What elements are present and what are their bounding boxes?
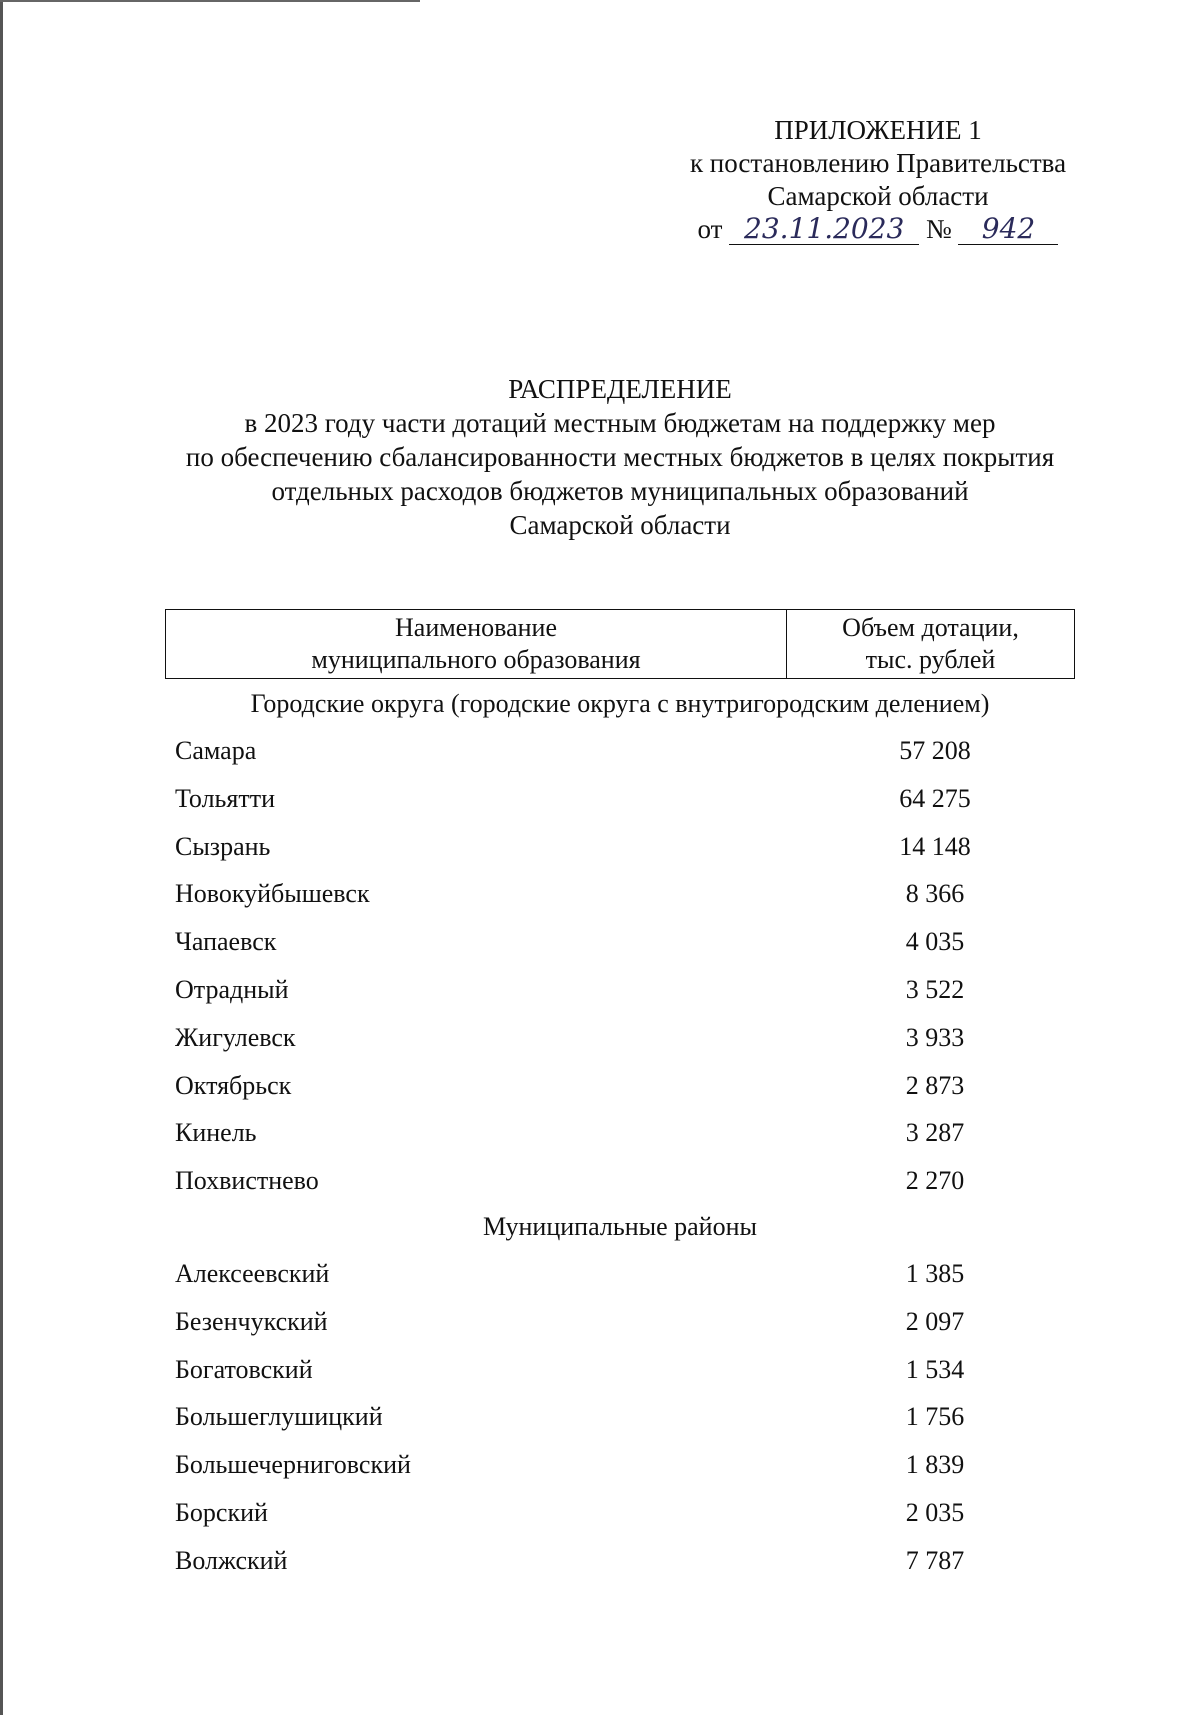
row-name: Волжский [175, 1545, 288, 1575]
row-value: 8 366 [905, 879, 965, 909]
table-row [175, 736, 975, 784]
table-row [175, 832, 975, 880]
row-name: Алексеевский [175, 1259, 330, 1288]
annex-line-1: к постановлению Правительства [689, 148, 1067, 178]
header-name-line-2: муниципального образования [311, 645, 641, 674]
row-value: 2 035 [905, 1497, 965, 1527]
row-value: 3 933 [905, 1022, 965, 1052]
row-name: Богатовский [175, 1354, 313, 1384]
row-name: Похвистнево [175, 1166, 319, 1196]
header-value-line-1: Объем дотации, [842, 613, 1019, 642]
section-title-urban-districts: Городские округа (городские округа с внутригородским делением) [250, 689, 990, 718]
municipal-districts-list [175, 1259, 975, 1594]
annex-date-number [668, 213, 1088, 246]
scan-edge-left [0, 0, 3, 1715]
row-value: 2 097 [905, 1306, 965, 1336]
header-name-line-1: Наименование [395, 613, 557, 642]
subtitle-line-2: по обеспечению сбалансированности местных бюджетов в целях покрытия [185, 442, 1055, 472]
row-name: Кинель [175, 1118, 257, 1148]
number-prefix: № [925, 214, 952, 244]
urban-districts-list [175, 736, 975, 1214]
table-row [175, 1023, 975, 1071]
table-row [175, 1450, 975, 1498]
row-value: 57 208 [899, 736, 971, 765]
table-row [175, 1118, 975, 1166]
row-value: 2 270 [905, 1166, 965, 1196]
row-name: Сызрань [175, 831, 271, 861]
document-title-block [140, 372, 1100, 542]
document-title: РАСПРЕДЕЛЕНИЕ [508, 374, 732, 404]
row-name: Чапаевск [175, 927, 277, 957]
handwritten-date: 23.11.2023 [729, 214, 919, 245]
table-row [175, 1307, 975, 1355]
subtitle-line-1: в 2023 году части дотаций местным бюджетам на поддержку мер [244, 408, 996, 438]
row-value: 64 275 [899, 783, 971, 813]
section-title-municipal-districts: Муниципальные районы [483, 1212, 757, 1241]
row-value: 4 035 [905, 927, 965, 957]
header-value-line-2: тыс. рублей [865, 645, 996, 674]
row-value: 7 787 [905, 1545, 965, 1575]
table-row [175, 1498, 975, 1546]
subtitle-line-4: Самарской области [509, 510, 731, 540]
table-row [175, 784, 975, 832]
table-row [175, 879, 975, 927]
date-prefix: от [697, 214, 723, 244]
table-row [175, 1355, 975, 1403]
row-name: Самара [175, 736, 257, 765]
annex-title: ПРИЛОЖЕНИЕ 1 [774, 115, 982, 145]
subtitle-line-3: отдельных расходов бюджетов муниципальных образований [271, 476, 969, 506]
handwritten-number: 942 [958, 214, 1058, 245]
row-value: 14 148 [899, 831, 971, 861]
row-value: 1 385 [905, 1259, 965, 1288]
row-value: 1 756 [905, 1402, 965, 1432]
table-row [175, 1259, 975, 1307]
table-row [175, 927, 975, 975]
row-name: Тольятти [175, 783, 276, 813]
annex-block [668, 114, 1088, 246]
row-value: 3 287 [905, 1118, 965, 1148]
row-value: 1 534 [905, 1354, 965, 1384]
row-value: 3 522 [905, 974, 965, 1004]
table-row [175, 975, 975, 1023]
row-name: Октябрьск [175, 1070, 292, 1100]
row-name: Новокуйбышевск [175, 879, 370, 909]
header-name-cell [166, 610, 787, 678]
row-name: Безенчукский [175, 1306, 328, 1336]
header-value-cell [787, 610, 1074, 678]
table-header [165, 609, 1075, 679]
row-value: 1 839 [905, 1450, 965, 1480]
row-name: Отрадный [175, 974, 289, 1004]
table-row [175, 1402, 975, 1450]
annex-line-2: Самарской области [767, 181, 989, 211]
table-row [175, 1546, 975, 1594]
scan-edge-top [0, 0, 420, 2]
row-value: 2 873 [905, 1070, 965, 1100]
row-name: Большеглушицкий [175, 1402, 383, 1432]
table-row [175, 1071, 975, 1119]
table-row [175, 1166, 975, 1214]
row-name: Жигулевск [175, 1022, 296, 1052]
row-name: Борский [175, 1497, 268, 1527]
row-name: Большечерниговский [175, 1450, 411, 1480]
